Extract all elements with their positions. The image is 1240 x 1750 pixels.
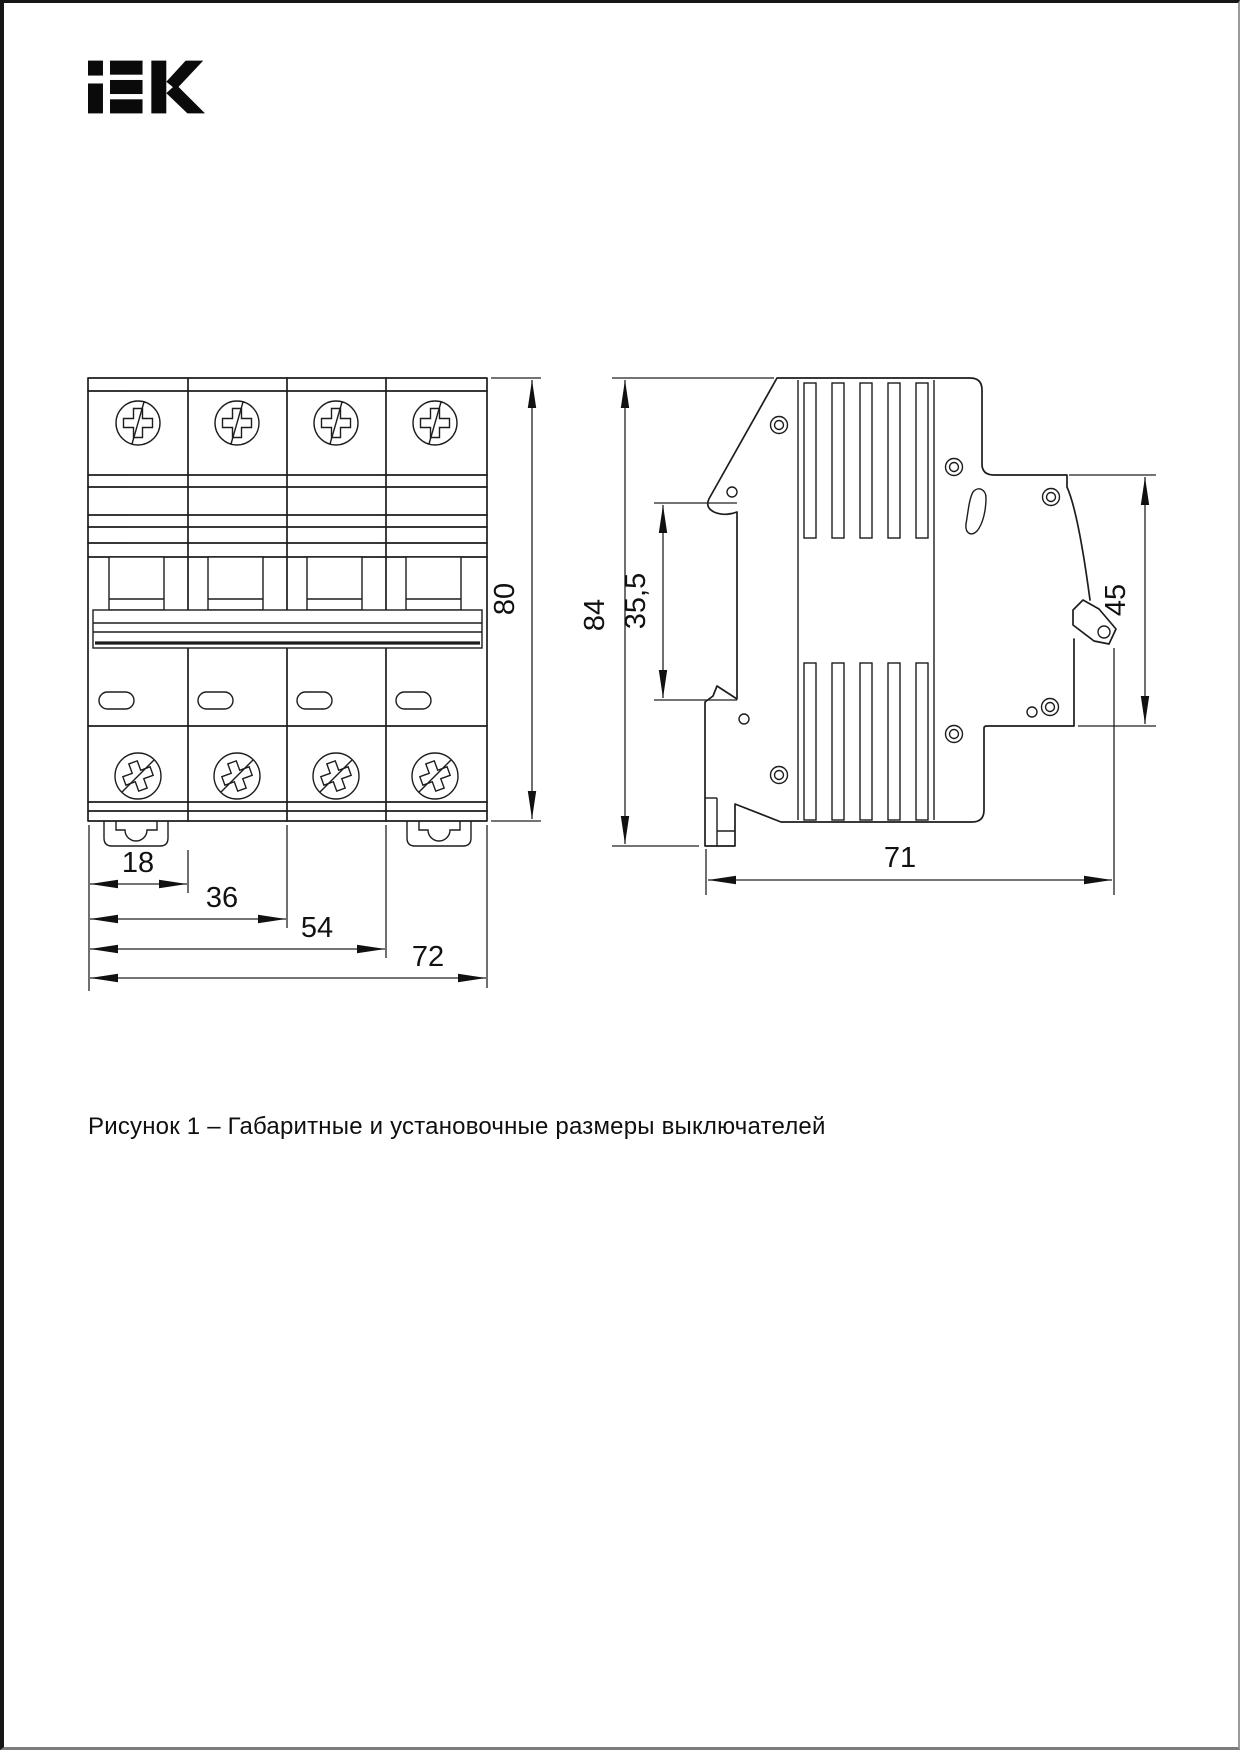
side-view — [579, 378, 1156, 895]
marking-windows — [99, 692, 431, 709]
dim-label-54: 54 — [300, 912, 334, 944]
dimensional-drawing — [4, 3, 1240, 1053]
dim-label-36: 36 — [205, 882, 239, 914]
dim-label-80: 80 — [489, 582, 521, 616]
dim-label-72: 72 — [411, 941, 445, 973]
toggle-handles — [109, 557, 461, 610]
front-dimensions — [89, 378, 541, 991]
dim-label-71: 71 — [883, 842, 917, 874]
handle-tie-bar — [93, 610, 482, 648]
dim-label-84: 84 — [579, 598, 611, 632]
din-clip-side — [705, 798, 735, 846]
dim-label-18: 18 — [121, 847, 155, 879]
side-dimensions — [612, 378, 1156, 895]
dim-label-45: 45 — [1100, 583, 1132, 617]
curved-slot-icon — [966, 489, 986, 534]
dim-label-35-5: 35,5 — [620, 572, 652, 630]
figure-caption: Рисунок 1 – Габаритные и установочные размеры выключателей — [88, 1113, 826, 1140]
rivets-icon — [727, 417, 1060, 784]
ventilation-slats — [798, 380, 934, 820]
front-view — [88, 378, 541, 991]
